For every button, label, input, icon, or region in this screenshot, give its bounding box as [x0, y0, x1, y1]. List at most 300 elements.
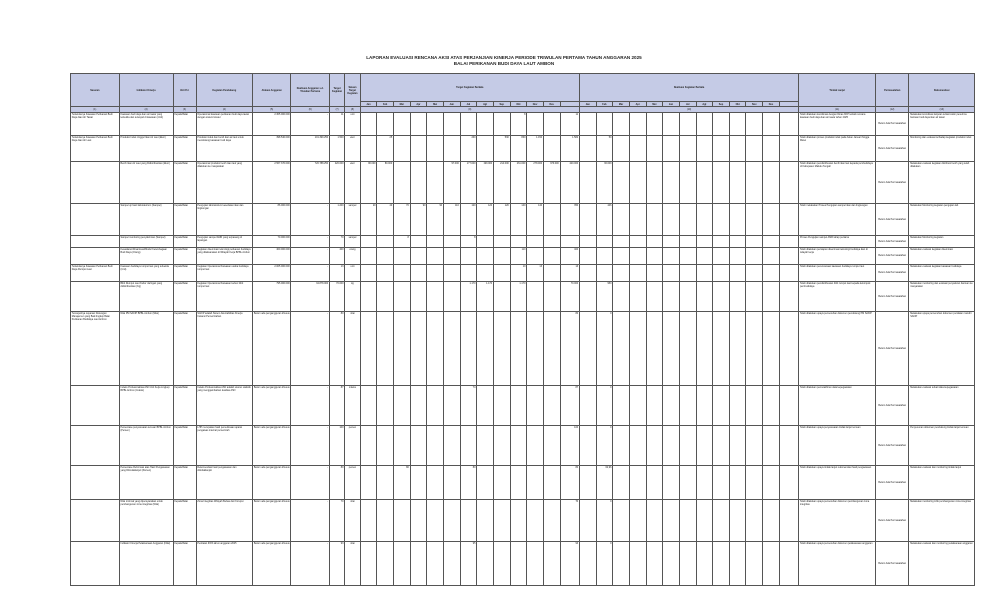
month-header: Jul: [679, 102, 696, 107]
target-month-cell: [527, 385, 544, 425]
realisasi-month-cell: [713, 161, 730, 203]
target-month-cell: 1.170: [510, 281, 527, 311]
target-month-cell: [393, 385, 410, 425]
target-month-cell: [377, 264, 394, 281]
target-month-cell: [510, 311, 527, 385]
target-month-cell: [410, 385, 427, 425]
sasaran-cell: [71, 465, 120, 499]
unit-cell: Kepala Balai: [173, 112, 196, 135]
realisasi-month-cell: [579, 281, 596, 311]
realisasi-month-cell: [763, 499, 780, 541]
target-month-cell: 110: [443, 203, 460, 235]
realisasi-month-cell: [579, 499, 596, 541]
target-total-cell: 80: [560, 311, 579, 385]
header-satuan: Satuan Target Kegiatan: [345, 74, 360, 107]
realisasi-month-cell: [713, 264, 730, 281]
permasalahan-cell: Belum Ada Permasalahan: [876, 247, 909, 264]
indikator-cell: Indikator Kinerja Pelaksanaan Anggaran (Nilai): [119, 541, 173, 585]
month-header: Okt: [510, 102, 527, 107]
alokasi-cell: Belum ada pengangguran khusus: [252, 541, 290, 585]
table-row: [71, 235, 975, 247]
realisasi-month-cell: [746, 281, 763, 311]
target-month-cell: 120: [493, 203, 510, 235]
realisasi-month-cell: [646, 385, 663, 425]
permasalahan-cell: Belum Ada Permasalahan: [876, 499, 909, 541]
target-month-cell: [543, 465, 560, 499]
target-month-cell: [377, 112, 394, 135]
realisasi-month-cell: [646, 499, 663, 541]
target-month-cell: [393, 425, 410, 465]
permasalahan-cell: Belum Ada Permasalahan: [876, 385, 909, 425]
realisasi-month-cell: [763, 385, 780, 425]
kegiatan-cell: Kegiatan Operasional Kawasan kebun bibit rumput laut: [196, 281, 252, 311]
target-month-cell: [543, 247, 560, 264]
target-month-cell: 25: [377, 135, 394, 161]
realisasi-month-cell: 0: [596, 311, 613, 385]
target-month-cell: 120: [477, 203, 494, 235]
target-month-cell: [443, 425, 460, 465]
col-number: (1): [71, 107, 120, 112]
realisasi-month-cell: [729, 465, 746, 499]
table-row: [71, 161, 975, 203]
realisasi-month-cell: [613, 311, 630, 385]
realisasi-month-cell: [713, 541, 730, 585]
target-month-cell: [427, 247, 444, 264]
col-number: (13): [909, 107, 975, 112]
satuan-cell: sampel: [345, 203, 360, 235]
realisasi-month-cell: [696, 425, 713, 465]
realisasi-month-cell: [679, 235, 696, 247]
satuan-cell: ekor: [345, 135, 360, 161]
indikator-cell: Kawasan budi daya ikan air tawar yang terkelola dan terwujud di kawasan (Unit): [119, 112, 173, 135]
realisasi-month-cell: [679, 203, 696, 235]
realisasi-month-cell: [679, 465, 696, 499]
target-month-cell: [477, 385, 494, 425]
realisasi-month-cell: [646, 235, 663, 247]
target-month-cell: 140: [527, 203, 544, 235]
target-month-cell: [527, 499, 544, 541]
target-month-cell: [377, 235, 394, 247]
target-month-cell: [493, 247, 510, 264]
target-month-cell: 110: [510, 247, 527, 264]
target-month-cell: 177.000: [460, 161, 477, 203]
satuan-cell: nilai: [345, 541, 360, 585]
target-month-cell: [443, 385, 460, 425]
target-month-cell: [360, 247, 377, 264]
realisasi-month-cell: [713, 311, 730, 385]
header-alokasi: Alokasi Anggaran: [252, 74, 290, 107]
target-month-cell: 376.000: [543, 161, 560, 203]
target-month-cell: [443, 264, 460, 281]
indikator-cell: Bibit Rumput Laut Kultur Jaringan yang didistribusikan (Kg): [119, 281, 173, 311]
realisasi-month-cell: [713, 499, 730, 541]
realisasi-month-cell: [713, 465, 730, 499]
indikator-cell: Nilai PM SAKIP BPBL Ambon (Nilai): [119, 311, 173, 385]
target-month-cell: 260: [460, 135, 477, 161]
permasalahan-cell: Belum Ada Permasalahan: [876, 203, 909, 235]
realisasi-month-cell: [629, 203, 646, 235]
alokasi-cell: 86.000.000: [252, 203, 290, 235]
realisasi-month-cell: [746, 425, 763, 465]
target-month-cell: [377, 385, 394, 425]
target-month-cell: [543, 311, 560, 385]
realisasi-month-cell: [746, 385, 763, 425]
target-total-cell: 70.000: [560, 281, 579, 311]
realisasi-month-cell: [596, 264, 613, 281]
target-month-cell: [543, 135, 560, 161]
target-month-cell: [410, 112, 427, 135]
realisasi-month-cell: [746, 235, 763, 247]
realisasi-month-cell: [613, 112, 630, 135]
target-month-cell: 97.000: [443, 161, 460, 203]
tindak-lanjut-cell: Telah dilakukan upaya pemenuhan dokumen pembangunan zona integritas: [799, 499, 876, 541]
target-month-cell: [360, 311, 377, 385]
realisasi-month-cell: [679, 385, 696, 425]
realisasi-month-cell: [763, 541, 780, 585]
indikator-cell: Persentase penyelesaian temuan BPBL Ambon (Persen): [119, 425, 173, 465]
alokasi-cell: 398.540.000: [252, 135, 290, 161]
realisasi-month-cell: [696, 311, 713, 385]
realisasi-month-cell: [679, 247, 696, 264]
realisasi-month-cell: [646, 135, 663, 161]
kegiatan-cell: Penilaian IKPA tahun anggaran 2025: [196, 541, 252, 585]
target-month-cell: [443, 541, 460, 585]
realisasi-total-cell: [779, 281, 798, 311]
permasalahan-cell: Belum Ada Permasalahan: [876, 235, 909, 247]
realisasi-anggaran-cell: -: [291, 247, 329, 264]
target-month-cell: [443, 135, 460, 161]
indikator-cell: Sampel uji hasil laboratorium (Sampel): [119, 203, 173, 235]
realisasi-total-cell: [779, 311, 798, 385]
target-month-cell: [477, 425, 494, 465]
realisasi-month-cell: [729, 235, 746, 247]
realisasi-month-cell: [763, 264, 780, 281]
target-month-cell: 530: [493, 135, 510, 161]
table-row: [71, 247, 975, 264]
alokasi-cell: 400.000.000: [252, 247, 290, 264]
realisasi-month-cell: 0: [596, 425, 613, 465]
target-month-cell: [393, 281, 410, 311]
realisasi-month-cell: [629, 311, 646, 385]
rekomendasi-cell: Melakukan evaluasi dan monitoring pelaksanaan anggaran: [909, 541, 975, 585]
target-cell: 13: [329, 264, 344, 281]
alokasi-cell: Belum ada pengangguran khusus: [252, 465, 290, 499]
target-month-cell: [477, 465, 494, 499]
realisasi-month-cell: [729, 311, 746, 385]
target-month-cell: [443, 465, 460, 499]
month-header: Agt: [477, 102, 494, 107]
target-month-cell: [393, 112, 410, 135]
realisasi-month-cell: [629, 281, 646, 311]
month-header: Feb: [596, 102, 613, 107]
realisasi-total-cell: [779, 541, 798, 585]
realisasi-month-cell: [679, 281, 696, 311]
target-month-cell: [410, 465, 427, 499]
realisasi-total-cell: [779, 203, 798, 235]
target-month-cell: 90: [427, 203, 444, 235]
realisasi-month-cell: [763, 135, 780, 161]
month-header: Nov: [527, 102, 544, 107]
target-month-cell: [477, 235, 494, 247]
realisasi-month-cell: [713, 385, 730, 425]
realisasi-month-cell: [696, 264, 713, 281]
rekomendasi-cell: Melakukan evaluasi kegiatan kawasan budidaya: [909, 264, 975, 281]
target-month-cell: [460, 311, 477, 385]
target-month-cell: [360, 235, 377, 247]
target-month-cell: [510, 465, 527, 499]
month-header: Mar: [393, 102, 410, 107]
realisasi-month-cell: [746, 264, 763, 281]
target-month-cell: [527, 465, 544, 499]
col-number: (8): [345, 107, 360, 112]
target-month-cell: [510, 541, 527, 585]
header-rekomendasi: Rekomendasi: [909, 74, 975, 107]
target-total-cell: 420.000: [560, 161, 579, 203]
target-month-cell: [460, 425, 477, 465]
realisasi-month-cell: [763, 465, 780, 499]
satuan-cell: sampel: [345, 235, 360, 247]
indikator-cell: Nilai minimal yang dipersyaratkan untuk pembangunan zona integritas (Nilai): [119, 499, 173, 541]
table-row: [71, 264, 975, 281]
target-month-cell: [493, 235, 510, 247]
kegiatan-cell: Kegiatan Operasional Kawasan usaha budidaya rumput laut: [196, 264, 252, 281]
target-month-cell: 80: [393, 465, 410, 499]
realisasi-month-cell: [579, 235, 596, 247]
realisasi-month-cell: [629, 135, 646, 161]
realisasi-month-cell: [746, 135, 763, 161]
target-month-cell: [427, 499, 444, 541]
realisasi-month-cell: [729, 203, 746, 235]
realisasi-month-cell: 0: [596, 499, 613, 541]
satuan-cell: kg: [345, 281, 360, 311]
target-month-cell: [527, 247, 544, 264]
target-month-cell: 40: [377, 203, 394, 235]
target-month-cell: [527, 425, 544, 465]
realisasi-month-cell: [679, 541, 696, 585]
rekomendasi-cell: Penyusunan dokumen pendukung tindak lanjut temuan: [909, 425, 975, 465]
indikator-cell: Produksi Induk Unggul Ikan Air Laut (Ekor): [119, 135, 173, 161]
month-header: Des: [763, 102, 780, 107]
realisasi-month-cell: [679, 112, 696, 135]
realisasi-month-cell: [713, 425, 730, 465]
realisasi-total-cell: [779, 112, 798, 135]
unit-cell: Kepala Balai: [173, 247, 196, 264]
table-row: [71, 385, 975, 425]
month-header: Mei: [646, 102, 663, 107]
target-month-cell: 8: [393, 235, 410, 247]
satuan-cell: persen: [345, 425, 360, 465]
realisasi-anggaran-cell: 101.399.250: [291, 135, 329, 161]
target-month-cell: [377, 499, 394, 541]
kegiatan-cell: Indeks Profesionalitas ASN adalah ukuran statistik yang menggambarkan kualitas ASN: [196, 385, 252, 425]
target-cell: 70: [329, 499, 344, 541]
month-header: Jun: [443, 102, 460, 107]
target-month-cell: [543, 264, 560, 281]
target-month-cell: [460, 112, 477, 135]
col-number: (5): [252, 107, 290, 112]
realisasi-anggaran-cell: -: [291, 425, 329, 465]
realisasi-month-cell: [679, 264, 696, 281]
target-total-cell: 1.582: [560, 135, 579, 161]
realisasi-month-cell: [646, 281, 663, 311]
realisasi-month-cell: [629, 425, 646, 465]
realisasi-month-cell: [746, 465, 763, 499]
realisasi-month-cell: [679, 161, 696, 203]
target-total-cell: 100: [560, 425, 579, 465]
realisasi-month-cell: 950: [596, 281, 613, 311]
table-row: [71, 281, 975, 311]
realisasi-month-cell: [579, 203, 596, 235]
header-target: Target Kegiatan: [329, 74, 344, 107]
target-month-cell: [410, 264, 427, 281]
realisasi-anggaran-cell: -: [291, 541, 329, 585]
realisasi-month-cell: [746, 161, 763, 203]
table-row: [71, 425, 975, 465]
alokasi-cell: 70.000.000: [252, 235, 290, 247]
realisasi-month-cell: [629, 235, 646, 247]
unit-cell: Kepala Balai: [173, 264, 196, 281]
permasalahan-cell: Belum Ada Permasalahan: [876, 541, 909, 585]
target-month-cell: [360, 465, 377, 499]
realisasi-month-cell: [613, 385, 630, 425]
realisasi-month-cell: [646, 311, 663, 385]
realisasi-month-cell: [729, 161, 746, 203]
target-month-cell: [527, 112, 544, 135]
evaluation-table: [70, 73, 975, 586]
realisasi-month-cell: [713, 203, 730, 235]
realisasi-month-cell: [746, 541, 763, 585]
kegiatan-cell: Pengujian laboratorium kesehatan ikan dan lingkungan: [196, 203, 252, 235]
realisasi-month-cell: [613, 235, 630, 247]
target-month-cell: 8: [460, 235, 477, 247]
realisasi-month-cell: [696, 499, 713, 541]
target-month-cell: [493, 264, 510, 281]
sasaran-cell: [71, 203, 120, 235]
target-cell: 400: [329, 247, 344, 264]
realisasi-month-cell: [663, 264, 680, 281]
target-month-cell: [543, 203, 560, 235]
target-month-cell: [410, 541, 427, 585]
tindak-lanjut-cell: Telah dilakukan persiapan diseminasi teknologi budidaya ikan di wilayah kerja: [799, 247, 876, 264]
realisasi-anggaran-cell: -: [291, 203, 329, 235]
month-header: Mei: [427, 102, 444, 107]
target-month-cell: [543, 112, 560, 135]
col-number: (11): [799, 107, 876, 112]
realisasi-month-cell: [713, 112, 730, 135]
tindak-lanjut-cell: Telah dilakukan upaya pemenuhan dokumen pelaksanaan anggaran: [799, 541, 876, 585]
sasaran-cell: Terwujudnya Layanan Dukungan Manajemen yang Baik lingkup Balai Perikanan Budidaya Laut Ambon: [71, 311, 120, 385]
realisasi-month-cell: [613, 161, 630, 203]
sasaran-cell: Terkelolanya Kawasan Perikanan Budi Daya Ikan Air Laut: [71, 135, 120, 161]
month-header: Des: [543, 102, 560, 107]
target-month-cell: [510, 235, 527, 247]
realisasi-month-cell: [746, 499, 763, 541]
realisasi-month-cell: [663, 112, 680, 135]
target-month-cell: [427, 311, 444, 385]
realisasi-month-cell: [663, 247, 680, 264]
satuan-cell: ekor: [345, 161, 360, 203]
target-month-cell: [410, 499, 427, 541]
realisasi-month-cell: [763, 161, 780, 203]
target-month-cell: [460, 499, 477, 541]
target-total-cell: 350: [560, 203, 579, 235]
rekomendasi-cell: Melakukan evaluasi kegiatan diseminasi: [909, 247, 975, 264]
rekomendasi-cell: Monitoring dan evaluasi terhadap kegiatan produksi induk: [909, 135, 975, 161]
sasaran-cell: [71, 425, 120, 465]
col-number: (7): [329, 107, 344, 112]
rekomendasi-cell: Melakukan evaluasi terkait data kepegawaian: [909, 385, 975, 425]
realisasi-month-cell: [679, 425, 696, 465]
target-month-cell: [493, 281, 510, 311]
col-number: (9): [360, 107, 579, 112]
target-cell: 420.000: [329, 161, 344, 203]
target-month-cell: [527, 235, 544, 247]
month-header: Sep: [493, 102, 510, 107]
realisasi-month-cell: [596, 112, 613, 135]
realisasi-month-cell: [763, 281, 780, 311]
target-month-cell: [360, 499, 377, 541]
target-month-cell: [510, 425, 527, 465]
kegiatan-cell: Produksi induk dan benih ikan air laut untuk mendukung kawasan budi daya: [196, 135, 252, 161]
target-month-cell: [427, 235, 444, 247]
permasalahan-cell: Belum Ada Permasalahan: [876, 425, 909, 465]
alokasi-cell: Belum ada pengangguran khusus: [252, 425, 290, 465]
target-month-cell: [477, 541, 494, 585]
realisasi-month-cell: [629, 465, 646, 499]
alokasi-cell: Belum ada pengangguran khusus: [252, 311, 290, 385]
realisasi-month-cell: [579, 161, 596, 203]
realisasi-month-cell: [696, 281, 713, 311]
realisasi-month-cell: [713, 281, 730, 311]
realisasi-month-cell: [729, 264, 746, 281]
target-total-cell: 400: [560, 247, 579, 264]
target-month-cell: [493, 311, 510, 385]
target-month-cell: 90: [410, 203, 427, 235]
satuan-cell: orang: [345, 247, 360, 264]
realisasi-month-cell: [579, 541, 596, 585]
realisasi-month-cell: [729, 425, 746, 465]
realisasi-month-cell: [579, 311, 596, 385]
realisasi-month-cell: [663, 311, 680, 385]
indikator-cell: Indeks Profesionalitas ASN Unit Kerja Lingkup BPBL Ambon (Indeks): [119, 385, 173, 425]
tindak-lanjut-cell: Telah dilakukan pendistribusian benih ikan laut kepada pembudidaya di Kabupaten Maluku Tengah: [799, 161, 876, 203]
indikator-cell: Kesadaran/Dinamisasi/Modul Kelembagaan Budi Daya (Orang): [119, 247, 173, 264]
target-month-cell: [377, 425, 394, 465]
target-month-cell: [443, 281, 460, 311]
rekomendasi-cell: Melakukan upaya pemenuhan dokumen penilaian mandiri SAKIP: [909, 311, 975, 385]
realisasi-month-cell: [663, 235, 680, 247]
realisasi-month-cell: [763, 203, 780, 235]
report-title: LAPORAN EVALUASI RENCANA AKSI ATAS PERJANJIAN KINERJA PERIODE TRIWULAN PERTAMA TAHUN ANGGARAN 2025: [366, 55, 642, 60]
header-indikator: Indikator Kinerja: [119, 74, 173, 107]
kegiatan-cell: LHP merupakan hasil pemeriksaan aparat pengawas internal pemerintah: [196, 425, 252, 465]
realisasi-month-cell: [613, 465, 630, 499]
target-total-cell: 87: [560, 385, 579, 425]
realisasi-month-cell: [663, 465, 680, 499]
realisasi-total-cell: [779, 385, 798, 425]
header-kegiatan: Kegiatan Pendukung: [196, 74, 252, 107]
realisasi-month-cell: [646, 112, 663, 135]
target-month-cell: [377, 281, 394, 311]
alokasi-cell: 795.000.000: [252, 281, 290, 311]
month-header: Okt: [729, 102, 746, 107]
month-header: Jun: [663, 102, 680, 107]
realisasi-month-cell: 0: [596, 385, 613, 425]
target-month-cell: 74: [460, 385, 477, 425]
rekomendasi-cell: Melakukan evaluasi dan monitoring tindak lanjut: [909, 465, 975, 499]
satuan-cell: unit: [345, 112, 360, 135]
month-header: Apr: [629, 102, 646, 107]
